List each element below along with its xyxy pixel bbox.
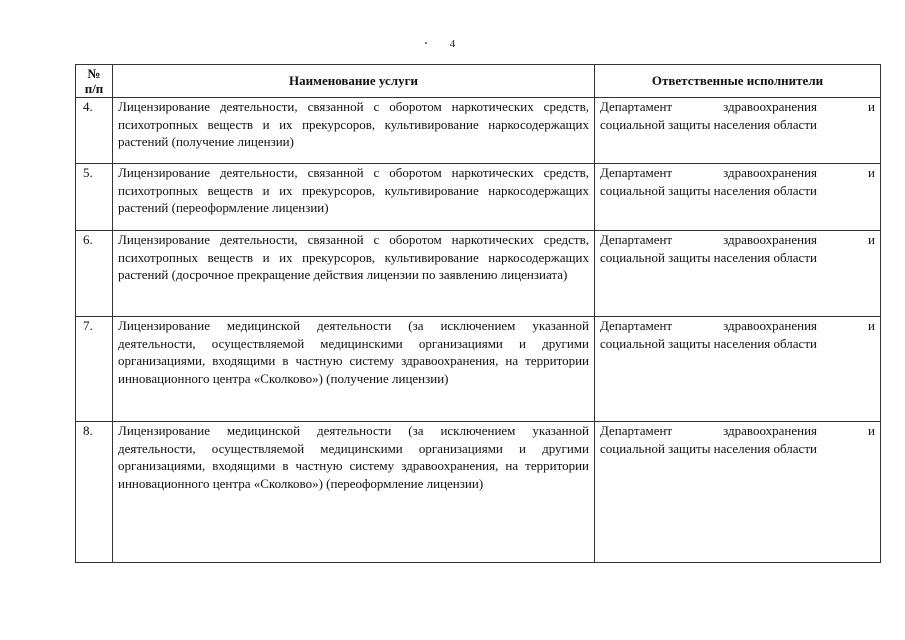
table-row: [76, 317, 881, 422]
responsible-word: Департамент: [600, 99, 673, 114]
responsible-word: и: [868, 165, 875, 180]
header-responsible: Ответственные исполнители: [595, 65, 881, 98]
service-name: Лицензирование медицинской деятельности (за исключением указанной деятельности, осуществляемой медицинскими организациями и другими организациями, входящими в частную систему здравоохранения, на территории инновационного центра «Сколково») (получение лицензии): [113, 317, 595, 422]
service-name: Лицензирование деятельности, связанной с оборотом наркотических средств, психотропных веществ и их прекурсоров, культивирование наркосодержащих растений (досрочное прекращение действия лицензии по заявлению лицензиата): [113, 231, 595, 317]
responsible-line-1: [600, 231, 875, 249]
responsible-word: здравоохранения: [723, 423, 818, 438]
responsible-cell: [595, 98, 881, 164]
service-name: Лицензирование деятельности, связанной с оборотом наркотических средств, психотропных веществ и их прекурсоров, культивирование наркосодержащих растений (переоформление лицензии): [113, 164, 595, 231]
responsible-line-2: социальной защиты населения области: [600, 335, 817, 351]
header-number: [76, 65, 113, 98]
responsible-line-1: [600, 422, 875, 440]
responsible-word: здравоохранения: [723, 99, 818, 114]
responsible-line-2: социальной защиты населения области: [600, 182, 817, 198]
row-number: 4.: [76, 98, 113, 164]
responsible-word: Департамент: [600, 232, 673, 247]
table-row: [76, 98, 881, 164]
row-number: 7.: [76, 317, 113, 422]
responsible-line-2: социальной защиты населения области: [600, 116, 817, 132]
table-row: [76, 231, 881, 317]
page-number: 4: [449, 38, 456, 50]
responsible-word: здравоохранения: [723, 232, 818, 247]
header-number-abbr: п/п: [84, 81, 104, 96]
responsible-cell: [595, 422, 881, 563]
services-table: [75, 64, 881, 563]
table-row: [76, 164, 881, 231]
responsible-line-1: [600, 164, 875, 182]
service-name: Лицензирование деятельности, связанной с оборотом наркотических средств, психотропных веществ и их прекурсоров, культивирование наркосодержащих растений (получение лицензии): [113, 98, 595, 164]
header-service-name: Наименование услуги: [113, 65, 595, 98]
responsible-line-1: [600, 317, 875, 335]
responsible-word: и: [868, 232, 875, 247]
responsible-word: и: [868, 423, 875, 438]
responsible-cell: [595, 231, 881, 317]
responsible-word: Департамент: [600, 318, 673, 333]
responsible-line-2: социальной защиты населения области: [600, 249, 817, 265]
responsible-word: Департамент: [600, 423, 673, 438]
scan-dot: [425, 42, 427, 44]
responsible-cell: [595, 317, 881, 422]
table-header-row: [76, 65, 881, 98]
responsible-word: здравоохранения: [723, 318, 818, 333]
responsible-word: и: [868, 318, 875, 333]
responsible-cell: [595, 164, 881, 231]
responsible-word: и: [868, 99, 875, 114]
table-row: [76, 422, 881, 563]
responsible-word: Департамент: [600, 165, 673, 180]
row-number: 8.: [76, 422, 113, 563]
responsible-word: здравоохранения: [723, 165, 818, 180]
responsible-line-2: социальной защиты населения области: [600, 440, 817, 456]
header-number-sign: №: [87, 66, 101, 81]
row-number: 5.: [76, 164, 113, 231]
row-number: 6.: [76, 231, 113, 317]
responsible-line-1: [600, 98, 875, 116]
service-name: Лицензирование медицинской деятельности (за исключением указанной деятельности, осуществляемой медицинскими организациями и другими организациями, входящими в частную систему здравоохранения, на территории инновационного центра «Сколково») (переоформление лицензии): [113, 422, 595, 563]
